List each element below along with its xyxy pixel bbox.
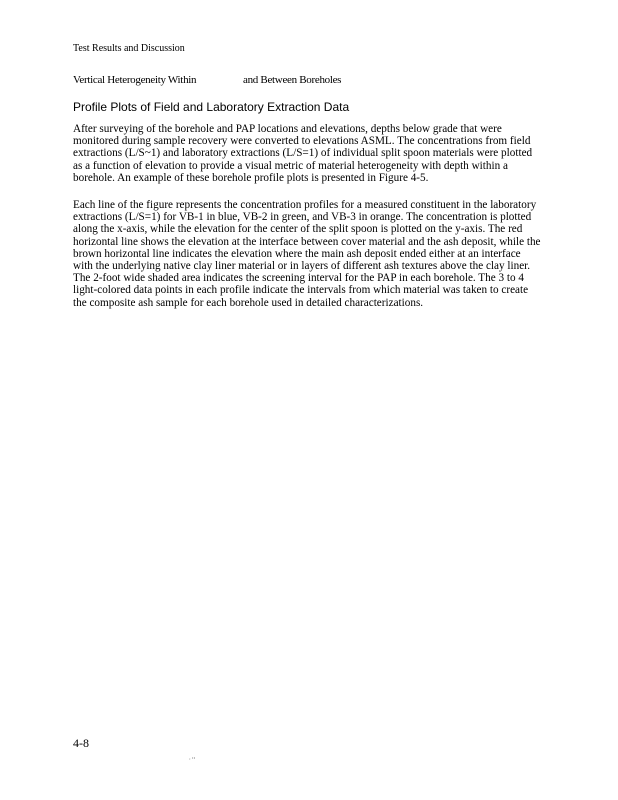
body-paragraph-2: Each line of the figure represents the concentration profiles for a measured constituent in the laboratory extractions (L/S=1) for VB-1 in blue, VB-2 in green, and VB-3 in orange. The concentration is plotted along the x-axis, while the elevation for the center of the split spoon is plotted on the y-axis. The red horizontal line shows the elevation at the interface between cover material and the ash deposit, while the brown horizontal line indicates the elevation where the main ash deposit ended either at an interface with the underlying native clay liner material or in layers of different ash textures above the clay liner. The 2-foot wide shaded area indicates the screening interval for the PAP in each borehole. The 3 to 4 light-colored data points in each profile indicate the intervals from which material was taken to create the composite ash sample for each borehole used in detailed characterizations. (73, 199, 541, 309)
subsection-title-part-2: and Between Boreholes (243, 74, 342, 86)
subsection-title (73, 73, 342, 87)
footer-mark: ‚ ‹‹ (189, 756, 196, 761)
body-paragraph-1: After surveying of the borehole and PAP locations and elevations, depths below grade that were monitored during sample recovery were converted to elevations ASML. The concentrations from field extractions (L/S~1) and laboratory extractions (L/S=1) of individual split spoon materials were plotted as a function of elevation to provide a visual metric of material heterogeneity with depth within a borehole. An example of these borehole profile plots is presented in Figure 4-5. (73, 123, 533, 184)
section-heading: Profile Plots of Field and Laboratory Extraction Data (73, 100, 350, 114)
running-header: Test Results and Discussion (73, 43, 185, 54)
page-number: 4-8 (73, 736, 89, 750)
subsection-title-part-1: Vertical Heterogeneity Within (73, 74, 197, 86)
